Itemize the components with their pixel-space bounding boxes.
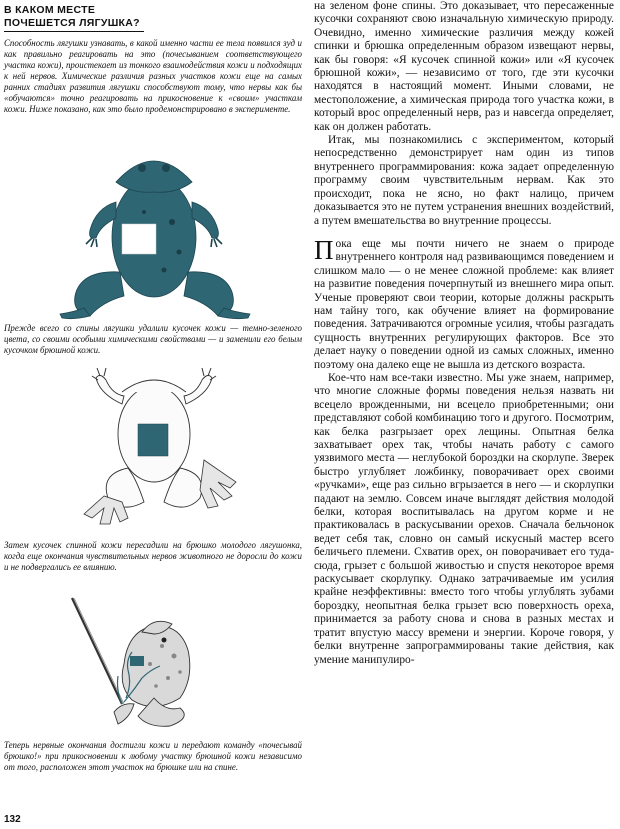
page-number: 132 (4, 814, 21, 825)
paragraph-2: Итак, мы познакомились с экспериментом, который непосредственно демонстрирует нам один из типов внутреннего программирования: кожа задает определенную программу своим чувствительным нервам. Как это происходит, пока не ясно, но факт налицо, причем доказывается это не путем устранения внешних воздействий, а путем вмешательства во внутренние процессы. (314, 134, 614, 227)
frog-belly-illustration (4, 364, 302, 534)
dark-skin-patch-small (130, 656, 144, 666)
paragraph-3-text: ока еще мы почти ничего не знаем о природе внутреннего контроля над развивающимся поведением и слишком мало — о не менее сложной проблеме: как влияет на развитие поведения почерпнутый из внешнего мира опыт. Ученые проверяют свои теории, которые должны раскрыть нам тайну того, как обучение влияет на формирование поведения. Затрачиваются огромные усилия, чтобы разгадать сущность внутренних регулирующих факторов. Все это делает науку о поведении одной из самых сложных, именно поэтому она далеко еще не вышла из детского возраста. (314, 237, 614, 371)
dark-skin-patch (138, 424, 168, 456)
frog-back-illustration (4, 142, 302, 322)
figure3-caption: Теперь нервные окончания достигли кожи и передают команду «почесывай брюшко!» при прикосновении к любому участку брюшной кожи независимо от того, расположен этот участок на брюшке или на спине. (4, 740, 302, 772)
paragraph-1: на зеленом фоне спины. Это доказывает, что пересаженные кусочки сохраняют свою изначальную химическую природу. Очевидно, именно химические различия между кожей спинки и брюшка определенным образом извещают нервы, как бы говоря: «Я кусочек спинной кожи» или «Я кусочек брюшной кожи», — независимо от того, где эти кусочки находятся в настоящий момент. Иными словами, не местоположение, а химическая природа того участка кожи, в который врос определенный нерв, раз и навсегда определяет, как он должен работать. (314, 0, 614, 133)
sidebar-heading-line2: ПОЧЕШЕТСЯ ЛЯГУШКА? (4, 17, 140, 29)
paragraph-4: Кое-что нам все-таки известно. Мы уже знаем, например, что многие сложные формы поведения нельзя назвать ни всецело врожденными, ни всецело приобретенными; они представляют собой комбинацию того и другого. Посмотрим, как белка разгрызает орех лещины. Опытная белка захватывает орех так, чтобы начать работу с самого уязвимого места — неглубокой бороздки на скорлупе. Зверек быстро углубляет ложбинку, поворачивает орех своими «ручками», еще раз сильно вгрызается в него — и скорлупки падают на землю. Совсем иначе выглядят действия молодой белки, которая воспитывалась на другом корме и не практиковалась в раскусывании орехов. Сначала бельчонок ведет себя так, словно он самый искусный мастер всего беличьего племени. Схватив орех, он поворачивает его туда-сюда, грызет с большой живостью и спустя некоторое время раскусывает скорлупку. Однако затрачиваемые им усилия крайне неэффективны: вместо того чтобы углублять зубами бороздку, неопытная белка грызет всю поверхность ореха, принимается за работу снова и снова в разных местах и тратит впустую массу времени и энергии. Короче говоря, у белки внутренне запрограммированы такие действия, как умение манипулиро- (314, 371, 614, 666)
sidebar (4, 4, 302, 115)
heading-rule (4, 31, 144, 32)
frog-probe-illustration (4, 594, 302, 734)
drop-cap: П (314, 234, 334, 265)
article-body (314, 0, 614, 667)
figure1-caption: Прежде всего со спины лягушки удалили кусочек кожи — темно-зеленого цвета, со своими особыми химическими свойствами — и заменили его белым кусочком брюшной кожи. (4, 323, 302, 355)
sidebar-intro: Способность лягушки узнавать, в какой именно части ее тела появился зуд и как правильно реагировать на это (почесыванием соответствующего участка кожи), проистекает из тонкого взаимодействия кожи и подходящих к ней нервов. Химические различия разных участков кожи еще на самых ранних стадиях развития лягушки способствуют тому, что нервы как бы «обучаются» точно реагировать на прикосновение к «своим» участкам кожи. Ниже показано, как это было продемонстрировано в эксперименте. (4, 38, 302, 114)
probe-rod (72, 598, 122, 704)
figure2-caption: Затем кусочек спинной кожи пересадили на брюшко молодого лягушонка, когда еще окончания чувствительных нервов животного не доросли до кожи и не подвергались ее влиянию. (4, 540, 302, 572)
white-skin-patch (122, 224, 156, 254)
sidebar-heading-line1: В КАКОМ МЕСТЕ (4, 4, 96, 16)
paragraph-3 (314, 234, 614, 372)
